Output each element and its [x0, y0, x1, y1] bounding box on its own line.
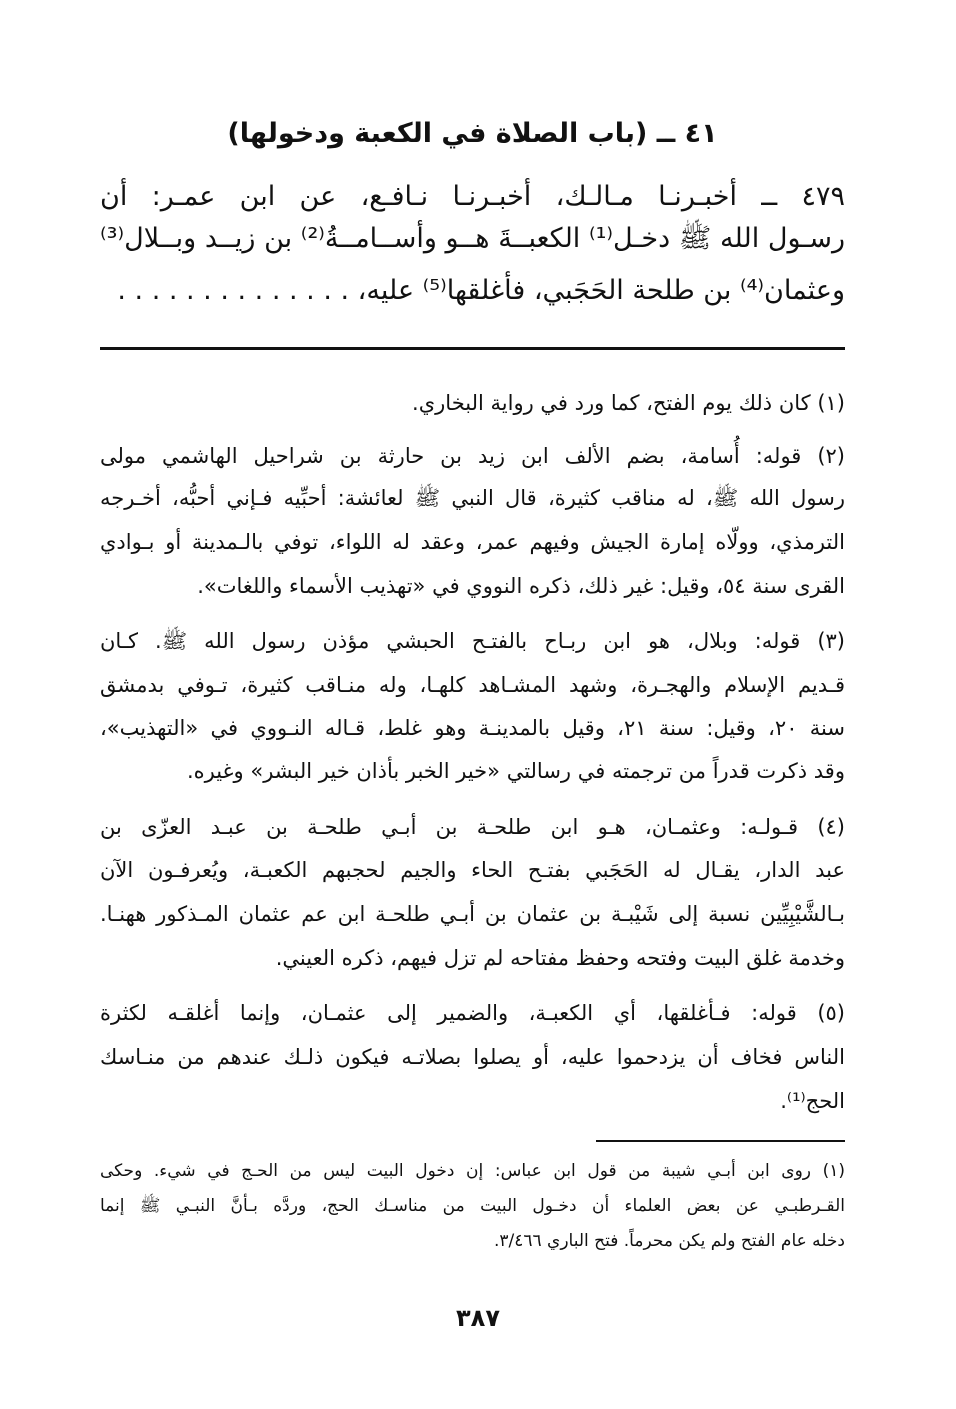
footnote-4-line-1: (٤) قـولـه: وعثمـان، هـو ابن طلحـة بن أبـي طلحـة بن عبـد العزّى بن	[100, 815, 845, 839]
footnote-5-line-3: الحج⁽¹⁾.	[780, 1089, 845, 1113]
chapter-heading: ٤١ ــ (باب الصلاة في الكعبة ودخولها)	[227, 118, 718, 149]
sub-footnote-line-2: القـرطبـي عن بعض العلماء أن دخـول البيت من مناسـك الحج، وردَّه بـأنَّ النبـي ﷺ إنما	[100, 1196, 845, 1216]
hadith-line-1: ٤٧٩ ــ أخبـرنـا مـالـك، أخبـرنـا نـافـع، عن ابن عمـر: أن	[100, 181, 845, 212]
footnote-1-line-1: (١) كان ذلك يوم الفتح، كما ورد في رواية البخاري.	[412, 391, 845, 415]
sub-footnote-line-1: (١) روى ابن أبـي شيبة من قول ابن عباس: إن دخول البيت ليس من الحـج في شيء. وحكى	[100, 1161, 845, 1181]
footnote-3-line-2: قـديم الإسلام والهجـرة، وشهد المشـاهد كلهـا، وله منـاقب كثيرة، تـوفي بدمشق	[100, 673, 845, 697]
footnote-2-line-1: (٢) قوله: أُسامة، بضم الألف ابن زيد بن حارثة بن شراحيل الهاشمي مولى	[100, 444, 845, 468]
footnote-4-line-3: بـالشَّيْبِيِّين نسبة إلى شَيْبـة بن عثمان بن أبـي طلحـة ابن عم عثمان المـذكور ههنـا.	[100, 902, 845, 926]
sub-footnote-separator	[596, 1140, 845, 1142]
footnote-2-line-3: الترمذي، وولّاه إمارة الجيش وفيهم عمر، وعقد له اللواء، توفي بالـمدينة أو بـوادي	[100, 530, 845, 554]
footnote-3-line-1: (٣) قوله: وبلال، هو ابن ربـاح بالفتـح الحبشي مؤذن رسول الله ﷺ. كـان	[100, 629, 845, 653]
page-number: ٣٨٧	[456, 1304, 500, 1332]
footnote-3-line-3: سنة ٢٠، وقيل: سنة ٢١، وقيل بالمدينـة وهو غلط، قـاله النـووي في «التهذيب»،	[100, 716, 845, 740]
sub-footnote-line-3: دخله عام الفتح ولم يكن محرماً. فتح الباري ٣/٤٦٦.	[493, 1231, 845, 1251]
footnote-4-line-4: وخدمة غلق البيت وفتحه وحفظ مفتاحه لم تزل فيهم، ذكره العيني.	[275, 946, 845, 970]
hadith-line-2: رسـول الله ﷺ دخـل⁽¹⁾ الكعبــةَ هــو وأســامــةُ⁽²⁾ بن زيــد وبــلال⁽³⁾	[100, 223, 845, 254]
footnote-2-line-2: رسول الله ﷺ، له مناقب كثيرة، قال النبي ﷺ لعائشة: أحبِّيه فـإني أحبُّه، أخـرجه	[100, 486, 845, 510]
footnote-5-line-2: الناس فخاف أن يزدحموا عليه، أو يصلوا بصلاتـه فيكون ذلـك عندهم من منـاسك	[100, 1045, 845, 1069]
footnote-separator	[100, 347, 845, 350]
footnote-5-line-1: (٥) قوله: فـأغلقها، أي الكعبـة، والضمير إلى عثمـان، وإنما أغلقـه لكثرة	[100, 1001, 845, 1025]
hadith-line-3: وعثمان⁽⁴⁾ بن طلحة الحَجَبي، فأغلقها⁽⁵⁾ عليه، . . . . . . . . . . . . . .	[117, 275, 845, 306]
footnote-2-line-4: القرى سنة ٥٤، وقيل: غير ذلك، ذكره النووي في «تهذيب الأسماء واللغات».	[197, 574, 845, 598]
footnote-4-line-2: عبد الدار، يقـال له الحَجَبي بفتـح الحاء والجيم لحجبهم الكعبـة، ويُعرفـون الآن	[100, 858, 845, 882]
footnote-3-line-4: وقد ذكرت قدراً من ترجمته في رسالتي «خير الخبر بأذان خير البشر» وغيره.	[186, 759, 845, 783]
